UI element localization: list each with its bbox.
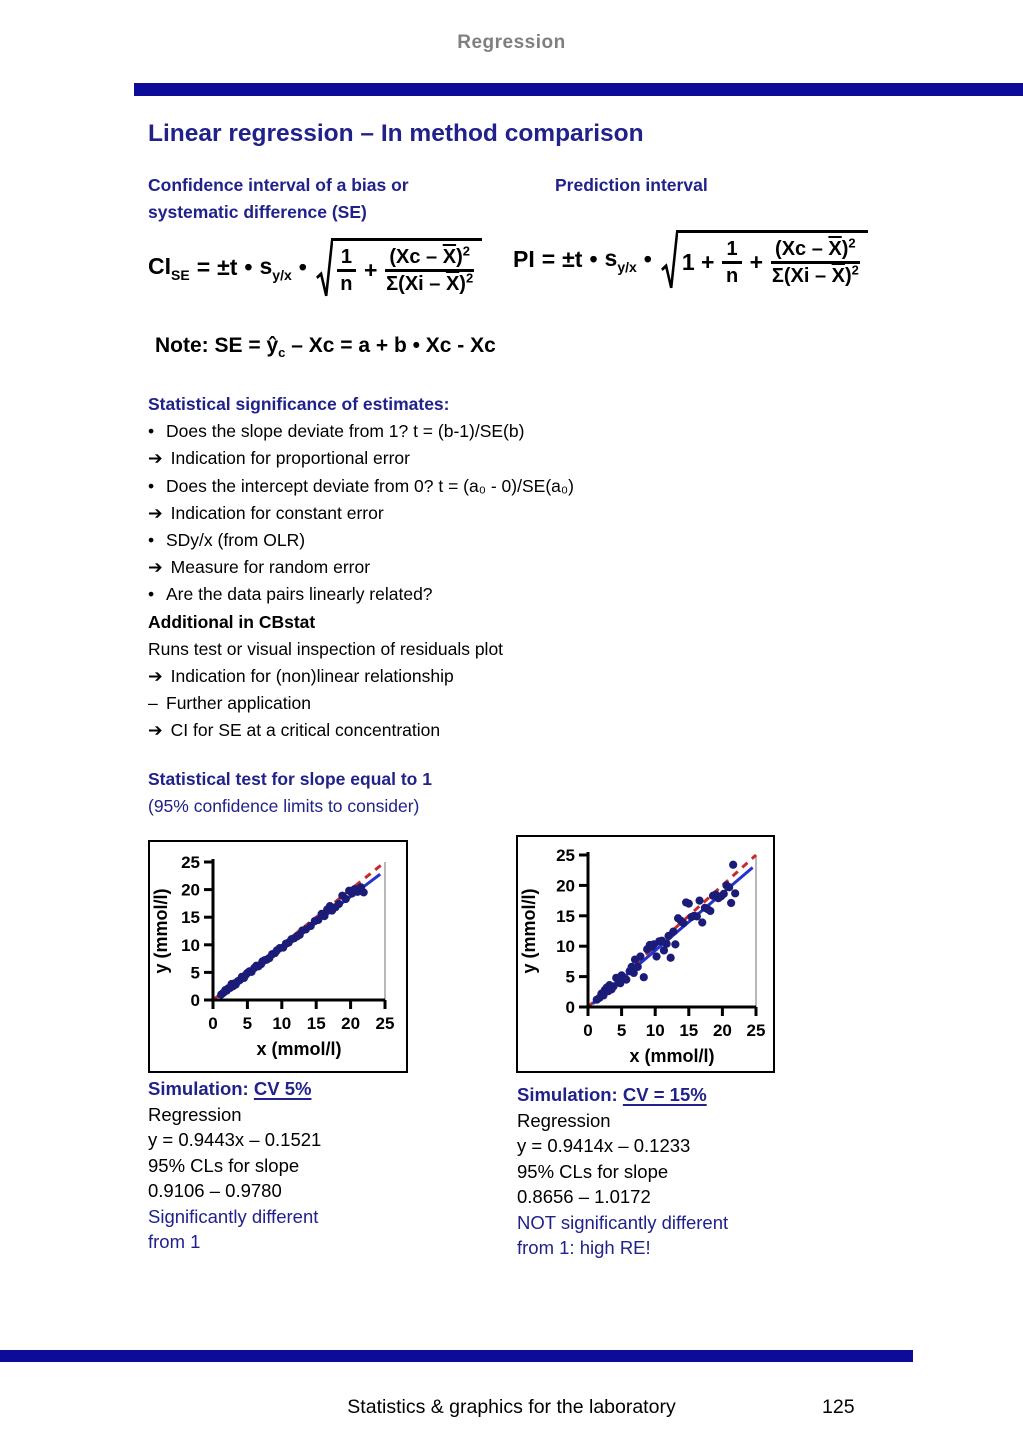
plus-sign: + [749, 249, 764, 276]
significance-title: Statistical significance of estimates: [148, 394, 450, 414]
dot-operator: • [643, 246, 652, 273]
prediction-interval-heading: Prediction interval [555, 175, 708, 195]
svg-text:20: 20 [556, 876, 575, 896]
svg-text:0: 0 [565, 998, 575, 1017]
svg-text:10: 10 [645, 1021, 665, 1040]
ci-se-formula [148, 238, 482, 298]
svg-text:15: 15 [181, 908, 200, 928]
list-item: ➔ CI for SE at a critical concentration [148, 717, 574, 744]
svg-text:0: 0 [583, 1021, 593, 1040]
scatter-chart-cv15 [518, 837, 773, 1071]
bullet-icon: • [148, 530, 155, 551]
svg-text:0: 0 [208, 1014, 218, 1033]
page-number: 125 [822, 1396, 855, 1418]
arrow-icon: ➔ [148, 557, 163, 578]
pi-formula [513, 230, 868, 290]
one-over-n-fraction: $\frac{1}{n}$ [337, 246, 356, 296]
confidence-interval-heading-line2: systematic difference (SE) [148, 202, 367, 222]
list-item: ➔ Indication for (non)linear relationship [148, 663, 574, 690]
simulation-right-line: Regression [517, 1109, 611, 1131]
list-item: • Are the data pairs linearly related? [148, 581, 574, 608]
svg-text:25: 25 [375, 1014, 395, 1033]
plus-minus-t: ±t [562, 246, 583, 273]
dash-icon: – [148, 693, 158, 714]
svg-text:20: 20 [712, 1021, 732, 1040]
plus-sign: + [363, 257, 378, 284]
slope-test-title: Statistical test for slope equal to 1 [148, 769, 432, 789]
svg-text:25: 25 [556, 846, 575, 865]
ci-lhs: $CI_{SE}$ [148, 252, 190, 283]
svg-text:5: 5 [242, 1014, 253, 1033]
bullet-icon: • [148, 584, 155, 605]
svg-text:20: 20 [341, 1014, 361, 1033]
simulation-left-title: Simulation: CV 5% [148, 1078, 312, 1099]
list-item: ➔ Measure for random error [148, 554, 574, 581]
list-item: • SDy/x (from OLR) [148, 527, 574, 554]
simulation-left-line: Regression [148, 1103, 242, 1125]
list-item: • Does the intercept deviate from 0? t = (a₀ - 0)/SE(a₀) [148, 473, 574, 500]
bullet-icon: • [148, 421, 155, 442]
svg-text:5: 5 [565, 967, 575, 987]
simulation-right-line: 95% CLs for slope [517, 1160, 669, 1182]
arrow-icon: ➔ [148, 502, 163, 523]
scatter-chart-cv5-frame [148, 840, 408, 1073]
dot-operator: • [244, 254, 253, 281]
deviation-fraction: $\frac{(Xc - \overline{X})^2}{\Sigma(Xi - \overline{X})^2}$ [386, 243, 474, 296]
scatter-chart-cv5 [150, 842, 406, 1071]
se-note: Note: SE = $ŷ_c - Xc = a + b$ • Xc - Xc [155, 334, 496, 360]
square-root [661, 230, 868, 290]
scatter-chart-cv15-frame [516, 835, 775, 1073]
bullet-icon: • [148, 475, 155, 496]
svg-text:25: 25 [746, 1021, 766, 1040]
dot-operator: • [298, 254, 307, 281]
svg-text:15: 15 [679, 1021, 699, 1040]
s-yx: $s_{y/x}$ [259, 252, 292, 283]
simulation-right-equation: y = 0.9414x – 0.1233 [517, 1135, 691, 1156]
svg-text:25: 25 [181, 853, 200, 872]
simulation-right-cls: 0.8656 – 1.0172 [517, 1186, 651, 1207]
simulation-left-line: 95% CLs for slope [148, 1154, 300, 1176]
list-item: ➔ Indication for proportional error [148, 445, 574, 472]
svg-text:x (mmol/l): x (mmol/l) [256, 1039, 342, 1059]
svg-text:15: 15 [306, 1014, 326, 1033]
svg-text:10: 10 [556, 937, 575, 957]
simulation-left-equation: y = 0.9443x – 0.1521 [148, 1129, 322, 1150]
top-divider-bar [134, 83, 1023, 96]
list-item: ➔ Indication for constant error [148, 500, 574, 527]
slide-header: Regression [457, 32, 566, 53]
plus-minus-t: ±t [217, 254, 238, 281]
arrow-icon: ➔ [148, 720, 163, 741]
one-plus: 1 + [681, 249, 715, 276]
equals-sign: = [196, 254, 211, 281]
s-yx: $s_{y/x}$ [604, 244, 637, 275]
list-item: – Further application [148, 690, 574, 717]
svg-text:0: 0 [190, 991, 200, 1010]
arrow-icon: ➔ [148, 666, 163, 687]
simulation-left-cls: 0.9106 – 0.9780 [148, 1180, 282, 1201]
simulation-left-block [148, 1076, 321, 1255]
equals-sign: = [541, 246, 556, 273]
simulation-right-conclusion: NOT significantly different [517, 1211, 729, 1233]
svg-text:5: 5 [190, 963, 200, 983]
slope-test-subtitle: (95% confidence limits to consider) [148, 796, 420, 816]
svg-text:20: 20 [181, 880, 200, 900]
radicand [676, 230, 868, 290]
simulation-left-conclusion: from 1 [148, 1231, 201, 1252]
significance-section [148, 391, 574, 745]
square-root [316, 238, 482, 298]
deviation-fraction: $\frac{(Xc - \overline{X})^2}{\Sigma(Xi - \overline{X})^2}$ [771, 235, 859, 288]
list-item: Runs test or visual inspection of residuals plot [148, 638, 504, 659]
svg-text:x (mmol/l): x (mmol/l) [629, 1046, 715, 1066]
svg-text:10: 10 [181, 935, 200, 955]
dot-operator: • [589, 246, 598, 273]
page-title: Linear regression – In method comparison [148, 120, 644, 147]
confidence-interval-heading [148, 172, 568, 226]
pi-lhs: PI [513, 246, 535, 273]
simulation-right-conclusion: from 1: high RE! [517, 1237, 651, 1258]
bottom-divider-bar [0, 1350, 913, 1362]
svg-text:10: 10 [272, 1014, 292, 1033]
list-item: • Does the slope deviate from 1? t = (b-1)/SE(b) [148, 418, 574, 445]
svg-text:y (mmol/l): y (mmol/l) [519, 888, 539, 974]
simulation-right-title: Simulation: CV = 15% [517, 1084, 707, 1105]
list-item: Additional in CBstat [148, 611, 316, 632]
svg-text:5: 5 [616, 1021, 627, 1040]
svg-text:15: 15 [556, 906, 575, 926]
arrow-icon: ➔ [148, 448, 163, 469]
one-over-n-fraction: $\frac{1}{n}$ [722, 238, 741, 288]
svg-text:y (mmol/l): y (mmol/l) [151, 888, 171, 974]
footer-text: Statistics & graphics for the laboratory [347, 1396, 676, 1418]
radicand [331, 238, 482, 298]
confidence-interval-heading-line1: Confidence interval of a bias or [148, 175, 409, 195]
simulation-left-conclusion: Significantly different [148, 1205, 319, 1227]
simulation-right-block [517, 1082, 728, 1261]
